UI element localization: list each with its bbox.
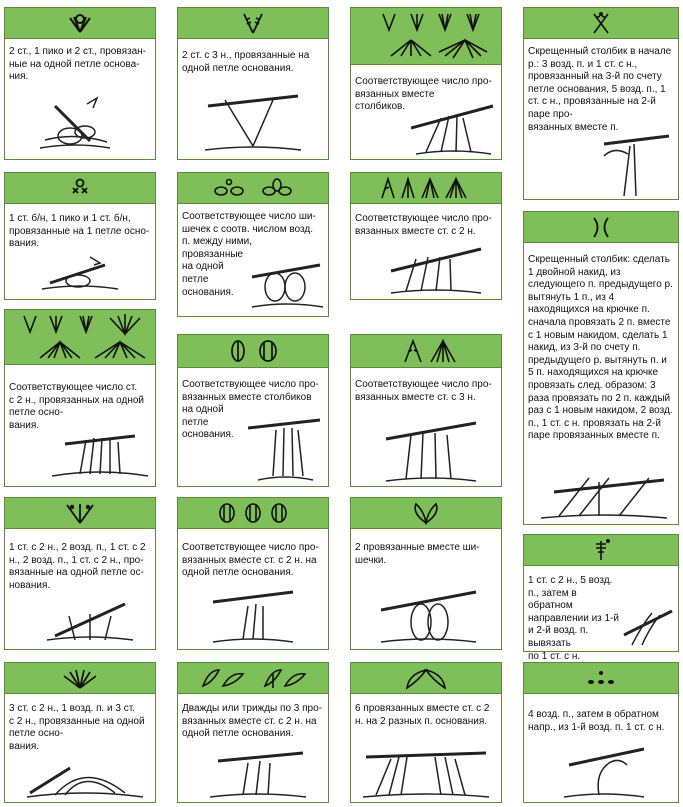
stitch-description: Соответствующее число ши- шечек с соотв. числом возд. п. между ними, провязанные на одной петле основания. [182,211,316,298]
symbol-band [178,173,328,204]
stitch-card-13 [177,497,329,650]
crochet-hook-icon [250,257,325,312]
hook-illustration [45,596,135,648]
symbol-band [5,310,155,365]
stitch-card-10 [177,334,329,487]
leaf-cluster-symbol-icon [193,666,313,690]
v-stitch-symbol-icon [55,501,105,525]
picot-symbol-icon [60,12,100,34]
hook-illustration [622,605,677,649]
hook-illustration [376,582,481,646]
symbol-band [524,663,678,694]
stitch-card-5 [4,172,156,300]
crochet-hook-icon [381,415,481,485]
stitch-description: 1 ст. с 2 н., 5 возд. п., затем в обратном направлении из 1-й и 2-й возд. п. вывязать по 1 ст. с н. [528,575,620,662]
symbol-band [351,498,501,529]
closed-puff-symbol-icon [218,338,288,364]
stitch-description: Скрещенный столбик: сделать 1 двойной накид, из следующего п. предыдущего р. вытянуть 1 п., из 4 находящихся на крючке п. сначала провязать 2 п. вместе с 1 новым накидом, сделать 1 накид, из 3-й по счету п. предыдущего р. вытянуть п. и 5 п. находящихся на крючке провязать след. образом: 3 раза провязать по 2 п. каждый раз с 1 новым накидом, 2 возд. п., 1 ст. с н. провязать на 2-й паре провязанных вместе п. [528,254,673,442]
stitch-card-14 [350,497,502,650]
stitch-description: 3 ст. с 2 н., 1 возд. п. и 3 ст. с 2 н., провязанные на одной петле осно- вания. [9,703,145,752]
stitch-description: 4 возд. п., затем в обратном напр., из 1-й возд. п. 1 ст. с н. [528,709,665,733]
stitch-description: Дважды или трижды по 3 про- вязанных вместе ст. с 2 н. на одной петле основания. [182,703,322,740]
crochet-hook-icon [376,582,481,646]
crochet-hook-icon [386,243,486,297]
decrease-symbols-icon [361,10,491,62]
stitch-card-3 [350,7,502,160]
stitch-description: Соответствующее число про- вязанных вместе столбиков. [355,76,492,113]
hook-illustration [40,255,120,297]
stitch-description: 6 провязанных вместе ст. с 2 н. на 2 разных п. основания. [355,703,490,727]
stitch-description: 1 ст. с 2 н., 2 возд. п., 1 ст. с 2 н., 2 возд. п., 1 ст. с 2 н., про- вязанные на одной петле ос- нования. [9,542,146,591]
stitch-description: Скрещенный столбик в начале р.: 3 возд. п. и 1 ст. с н., провязанный на 3-й по счету петле основания, 5 возд. п., 1 ст. с н., провязанные на 2-й паре про- вязанных вместе п. [528,46,672,133]
stitch-description: Соответствующее число ст. с 2 н., провязанных на одной петле осно- вания. [9,382,144,431]
hook-illustration [208,584,298,648]
shell-symbol-icon [58,666,102,690]
stitch-description: 2 провязанные вместе ши- шечки. [355,542,480,566]
picot-chain-symbol-icon [586,538,616,562]
crossed-stitch-start-symbol-icon [586,11,616,35]
crochet-hook-icon [40,255,120,297]
picot-sc-symbol-icon [65,178,95,198]
stitch-card-19 [523,662,679,803]
fan-symbols-icon [10,312,150,362]
dc-decrease-symbol-icon [376,176,476,200]
stitch-description: 1 ст. б/н, 1 пико и 1 ст. б/н, провязанные на 1 петле осно- вания. [9,213,150,250]
symbol-band [5,663,155,694]
hook-illustration [386,243,486,297]
symbol-band [351,173,501,204]
hook-illustration [539,462,669,522]
hook-illustration [35,96,115,156]
stitch-description: Соответствующее число про- вязанных вместе столбиков на одной петле основания. [182,379,319,441]
symbol-band [178,8,328,39]
stitch-card-16 [4,662,156,803]
hook-illustration [361,743,491,801]
hook-illustration [411,98,496,158]
stitch-card-15 [523,534,679,662]
tr-decrease-symbol-icon [391,338,461,364]
stitch-card-17 [177,662,329,803]
crochet-hook-icon [203,86,303,156]
stitch-description: 2 ст. с 3 н., провязанные на одной петле основания. [182,50,310,74]
symbol-band [351,335,501,368]
hook-illustration [248,410,323,485]
stitch-card-9 [4,309,156,487]
stitch-description: Соответствующее число про- вязанных вместе ст. с 2 н. [355,213,492,237]
hook-illustration [559,743,649,801]
crochet-hook-icon [35,96,115,156]
hook-illustration [50,422,150,482]
crochet-hook-icon [594,126,674,198]
chain-dots-symbol-icon [581,667,621,689]
crossed-stitch-symbol-icon [586,215,616,239]
stitch-card-4 [523,7,679,200]
hook-illustration [25,753,145,801]
symbol-band [5,498,155,529]
hook-illustration [203,86,303,156]
hook-illustration [250,257,325,312]
symbol-band [351,8,501,65]
crochet-hook-icon [361,743,491,801]
symbol-band [178,498,328,529]
stitch-description: Соответствующее число про- вязанных вместе ст. с 2 н. на одной петле основания. [182,542,319,579]
puff-cluster-symbol-icon [203,177,303,199]
bobble-symbols-icon [213,501,293,525]
symbol-band [178,663,328,694]
stitch-card-18 [350,662,502,803]
crochet-hook-icon [45,596,135,648]
symbol-band [524,535,678,566]
stitch-description: 2 ст., 1 пико и 2 ст., провязан- ные на одной петле основа- ния. [9,46,146,83]
hook-illustration [208,749,308,801]
symbol-band [524,212,678,243]
crochet-hook-icon [208,584,298,648]
crochet-hook-icon [622,605,677,649]
crochet-hook-icon [539,462,669,522]
hook-illustration [381,415,481,485]
symbol-band [5,173,155,204]
symbol-band [178,335,328,368]
symbol-band [351,663,501,694]
crochet-hook-icon [559,743,649,801]
hook-illustration [594,126,674,198]
stitch-card-12 [4,497,156,650]
stitch-card-7 [350,172,502,300]
stitch-card-1 [4,7,156,160]
puff-decrease-symbol-icon [406,501,446,525]
stitch-card-6 [177,172,329,317]
two-base-decrease-symbol-icon [401,666,451,690]
stitch-card-2 [177,7,329,160]
crochet-hook-icon [50,422,150,482]
symbol-band [5,8,155,39]
stitch-card-11 [350,334,502,487]
symbol-band [524,8,678,39]
v-dtr-symbol-icon [238,11,268,35]
crochet-hook-icon [25,753,145,801]
crochet-hook-icon [248,410,323,485]
crochet-hook-icon [411,98,496,158]
stitch-card-8 [523,211,679,525]
crochet-hook-icon [208,749,308,801]
stitch-description: Соответствующее число про- вязанных вместе ст. с 3 н. [355,379,492,403]
